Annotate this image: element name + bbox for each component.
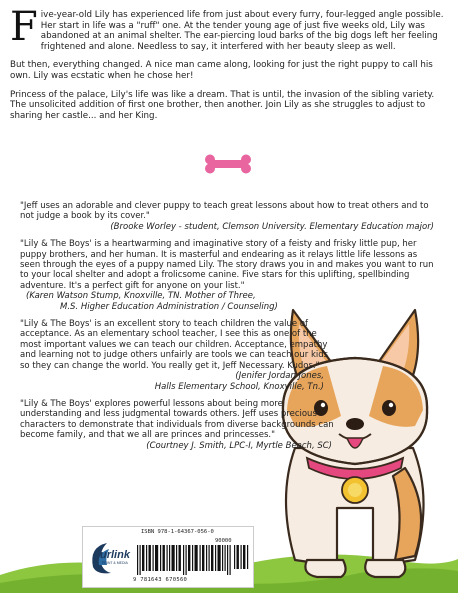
reviews (20, 201, 440, 458)
review-quote: "Lily & The Boys' is a heartwarming and imaginative story of a feisty and frisky little pup, her puppy brothers, and her human. It is masterful and endearing as it relays little life lessons as seen through the eyes of a puppy named Lily. The story draws you in and makes you want to run to your local shelter and adopt a frolicsome canine. Five stars for this uplifting, spellbinding adventure. It's a perfect gift for anyone on your list." (20, 239, 434, 291)
review-quote: "Lily & The Boys' explores powerful lessons about being more understanding and less judgmental towards others. Jeff uses precious characters to demonstrate that individuals from diverse backgrounds can become family, and that we all are princes and princesses." (20, 398, 334, 441)
review-attribution: (Brooke Worley - student, Clemson University. Elementary Education major) (110, 221, 434, 232)
publisher-name: urlink (100, 549, 130, 561)
review-attribution: (Karen Watson Stump, Knoxville, TN. Mother of Three, (26, 291, 256, 302)
review-attribution: M.S. Higher Education Administration / Counseling) (60, 301, 278, 312)
review-attribution: (Jenifer Jordan Jones, (235, 371, 324, 382)
drop-cap: F (10, 4, 38, 50)
price-code: 90000 (215, 538, 232, 544)
review-3 (20, 319, 440, 392)
isbn-text: ISBN 978-1-64367-056-0 (141, 529, 214, 535)
review-quote: "Jeff uses an adorable and clever puppy to teach great lessons about how to treat others and to not judge a book by its cover." (20, 201, 429, 222)
synopsis-paragraph-1 (10, 4, 448, 52)
synopsis-paragraph-3: Princess of the palace, Lily's life was like a dream. That is until, the invasion of the sibling variety. The unsolicited addition of first one brother, then another. Join Lily as she struggles to adjust to sharing her castle... and her King. (10, 89, 435, 121)
review-attribution: Halls Elementary School, Knoxville, Tn.) (154, 381, 324, 392)
review-2 (20, 239, 440, 312)
synopsis-paragraph-2: But then, everything changed. A nice man came along, looking for just the right puppy to call his own. Lily was ecstatic when he chose her! (10, 60, 433, 81)
barcode-digits: 9 781643 670560 (133, 577, 188, 583)
review-1 (20, 201, 440, 232)
barcode-panel (82, 526, 254, 588)
publisher-tagline: PRINT & MEDIA (102, 561, 128, 565)
barcode-bars (135, 537, 251, 575)
bone-icon (204, 154, 252, 174)
review-quote: "Lily & The Boys' is an excellent story to teach children the value of acceptance. As an elementary school teacher, I see this as one of the most important values we can teach our children. Acceptance, empathy and learning not to judge others unfairly are tools we can teach our kids so they can change the world. You really get it, Jeff Necessary. Kudos." (20, 319, 329, 371)
review-4 (20, 399, 440, 451)
synopsis (10, 4, 448, 129)
synopsis-paragraph-1-text: ive-year-old Lily has experienced life from just about every furry, four-legged angle possible. Her start in life was a "ruff" one. At the tender young age of just five weeks old, Lily was abandoned at an animal shelter. The ear-piercing loud barks of the big dogs left her feeling frightened and alone. Needless to say, it interfered with her beauty sleep as well. (40, 10, 444, 52)
review-attribution: (Courtney J. Smith, LPC-I, Myrtle Beach, SC) (146, 440, 332, 451)
